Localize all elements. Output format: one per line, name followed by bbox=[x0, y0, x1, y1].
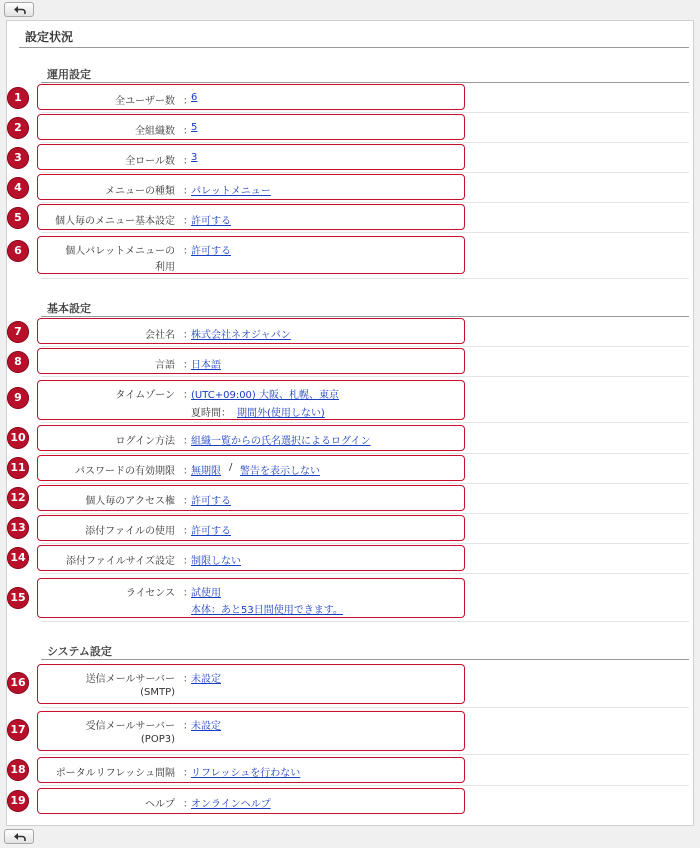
bottom-toolbar bbox=[0, 826, 700, 848]
section-title-basic: 基本設定 bbox=[47, 302, 91, 315]
colon: ： bbox=[183, 496, 193, 507]
password-expiry-link[interactable]: 無期限 bbox=[191, 466, 221, 477]
company-label: 会社名 bbox=[145, 330, 175, 341]
row-divider bbox=[41, 513, 689, 514]
license-label: ライセンス bbox=[125, 588, 175, 599]
badge-4: 4 bbox=[7, 177, 29, 199]
highlight-box bbox=[37, 114, 465, 140]
menu-type-label: メニューの種類 bbox=[105, 186, 175, 197]
back-button-bottom[interactable] bbox=[4, 829, 34, 844]
row-divider bbox=[41, 112, 689, 113]
smtp-link[interactable]: 未設定 bbox=[191, 674, 221, 685]
section-divider bbox=[41, 316, 689, 317]
colon: ： bbox=[183, 436, 193, 447]
row-divider bbox=[41, 202, 689, 203]
pop3-label-line2: (POP3) bbox=[140, 734, 175, 745]
login-label: ログイン方法 bbox=[115, 436, 175, 447]
settings-panel bbox=[6, 20, 694, 826]
smtp-label-line2: (SMTP) bbox=[140, 687, 175, 698]
badge-10: 10 bbox=[7, 427, 29, 449]
badge-3: 3 bbox=[7, 147, 29, 169]
pop3-label: 受信メールサーバー bbox=[85, 721, 175, 732]
badge-2: 2 bbox=[7, 117, 29, 139]
license-trial-link[interactable]: 試使用 bbox=[191, 588, 221, 599]
highlight-box bbox=[37, 144, 465, 170]
row-divider bbox=[41, 422, 689, 423]
help-label: ヘルプ bbox=[145, 799, 175, 810]
badge-14: 14 bbox=[7, 547, 29, 569]
row-divider bbox=[41, 707, 689, 708]
menu-type-link[interactable]: パレットメニュー bbox=[191, 186, 271, 197]
colon: ： bbox=[183, 330, 193, 341]
row-divider bbox=[41, 172, 689, 173]
section-title-system: システム設定 bbox=[47, 645, 112, 658]
attach-size-label: 添付ファイルサイズ設定 bbox=[66, 556, 175, 567]
badge-1: 1 bbox=[7, 87, 29, 109]
badge-12: 12 bbox=[7, 487, 29, 509]
password-warning-link[interactable]: 警告を表示しない bbox=[240, 466, 320, 477]
badge-11: 11 bbox=[7, 457, 29, 479]
dst-label: 夏時間： bbox=[191, 408, 231, 419]
personal-menu-label: 個人毎のメニュー基本設定 bbox=[55, 216, 175, 227]
license-main-link[interactable]: 本体：あと53日間使用できます。 bbox=[191, 605, 343, 616]
orgs-label: 全組織数 bbox=[135, 126, 175, 137]
colon: ： bbox=[183, 768, 193, 779]
users-label: 全ユーザー数 bbox=[115, 96, 175, 107]
portal-refresh-link[interactable]: リフレッシュを行わない bbox=[191, 768, 301, 779]
colon: ： bbox=[183, 390, 193, 401]
login-link[interactable]: 組織一覧からの氏名選択によるログイン bbox=[191, 436, 371, 447]
badge-16: 16 bbox=[7, 672, 29, 694]
badge-5: 5 bbox=[7, 207, 29, 229]
colon: ： bbox=[183, 360, 193, 371]
back-arrow-icon bbox=[13, 5, 26, 15]
page-title: 設定状況 bbox=[25, 30, 74, 44]
row-divider bbox=[41, 543, 689, 544]
attachment-label: 添付ファイルの使用 bbox=[85, 526, 175, 537]
password-label: パスワードの有効期限 bbox=[75, 466, 175, 477]
colon: ： bbox=[183, 526, 193, 537]
slash-separator: / bbox=[229, 462, 233, 473]
top-toolbar bbox=[0, 0, 700, 20]
palette-menu-label-line2: 利用 bbox=[155, 262, 175, 273]
row-divider bbox=[41, 142, 689, 143]
section-divider bbox=[41, 82, 689, 83]
pop3-link[interactable]: 未設定 bbox=[191, 721, 221, 732]
roles-link[interactable]: 3 bbox=[191, 152, 198, 163]
row-divider bbox=[41, 754, 689, 755]
highlight-box bbox=[37, 348, 465, 374]
personal-menu-link[interactable]: 許可する bbox=[191, 216, 231, 227]
orgs-link[interactable]: 5 bbox=[191, 122, 198, 133]
language-link[interactable]: 日本語 bbox=[191, 360, 221, 371]
colon: ： bbox=[183, 156, 193, 167]
portal-refresh-label: ポータルリフレッシュ間隔 bbox=[55, 768, 175, 779]
colon: ： bbox=[183, 674, 193, 685]
badge-8: 8 bbox=[7, 351, 29, 373]
colon: ： bbox=[183, 126, 193, 137]
help-link[interactable]: オンラインヘルプ bbox=[191, 799, 271, 810]
colon: ： bbox=[183, 721, 193, 732]
attachment-link[interactable]: 許可する bbox=[191, 526, 231, 537]
title-divider bbox=[19, 47, 689, 48]
users-link[interactable]: 6 bbox=[191, 92, 198, 103]
row-divider bbox=[41, 785, 689, 786]
row-divider bbox=[41, 346, 689, 347]
colon: ： bbox=[183, 186, 193, 197]
badge-18: 18 bbox=[7, 759, 29, 781]
colon: ： bbox=[183, 246, 193, 257]
back-button[interactable] bbox=[4, 2, 34, 17]
row-divider bbox=[41, 573, 689, 574]
colon: ： bbox=[183, 216, 193, 227]
colon: ： bbox=[183, 799, 193, 810]
roles-label: 全ロール数 bbox=[125, 156, 175, 167]
badge-9: 9 bbox=[7, 387, 29, 409]
row-divider bbox=[41, 278, 689, 279]
badge-15: 15 bbox=[7, 587, 29, 609]
badge-13: 13 bbox=[7, 517, 29, 539]
language-label: 言語 bbox=[155, 360, 175, 371]
palette-menu-link[interactable]: 許可する bbox=[191, 246, 231, 257]
row-divider bbox=[41, 621, 689, 622]
row-divider bbox=[41, 483, 689, 484]
palette-menu-label: 個人パレットメニューの bbox=[65, 246, 175, 257]
timezone-label: タイムゾーン bbox=[115, 390, 175, 401]
attach-size-link[interactable]: 制限しない bbox=[191, 556, 241, 567]
dst-link[interactable]: 期間外(使用しない) bbox=[237, 408, 325, 419]
badge-19: 19 bbox=[7, 790, 29, 812]
row-divider bbox=[41, 453, 689, 454]
access-label: 個人毎のアクセス権 bbox=[85, 496, 175, 507]
colon: ： bbox=[183, 96, 193, 107]
section-divider bbox=[41, 659, 689, 660]
badge-7: 7 bbox=[7, 321, 29, 343]
highlight-box bbox=[37, 84, 465, 110]
timezone-link[interactable]: (UTC+09:00) 大阪、札幌、東京 bbox=[191, 390, 340, 401]
row-divider bbox=[41, 232, 689, 233]
badge-6: 6 bbox=[7, 240, 29, 262]
smtp-label: 送信メールサーバー bbox=[85, 674, 175, 685]
access-link[interactable]: 許可する bbox=[191, 496, 231, 507]
company-link[interactable]: 株式会社ネオジャパン bbox=[191, 330, 291, 341]
row-divider bbox=[41, 376, 689, 377]
back-arrow-icon bbox=[13, 832, 26, 842]
colon: ： bbox=[183, 556, 193, 567]
colon: ： bbox=[183, 588, 193, 599]
colon: ： bbox=[183, 466, 193, 477]
badge-17: 17 bbox=[7, 719, 29, 741]
section-title-ops: 運用設定 bbox=[47, 68, 91, 81]
